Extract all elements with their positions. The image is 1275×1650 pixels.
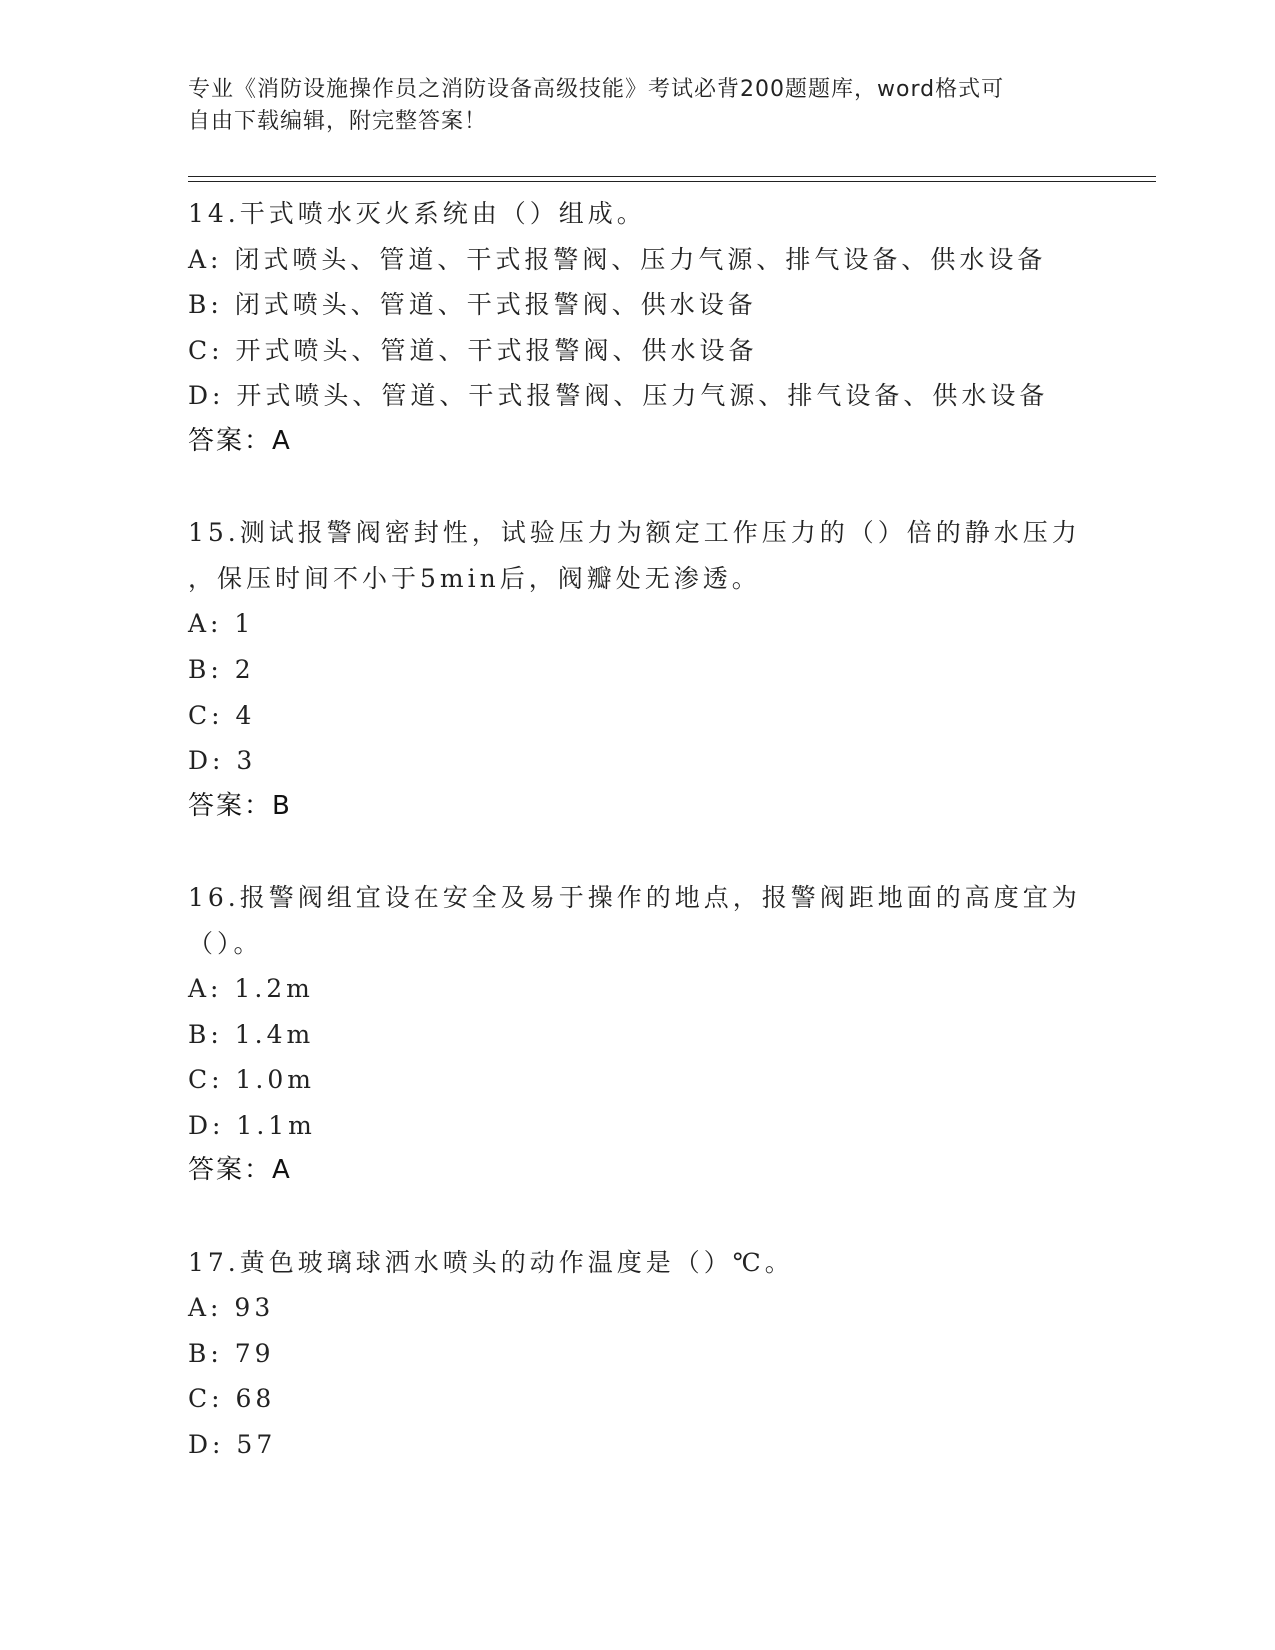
option-b: B: 闭式喷头、管道、干式报警阀、供水设备 [188,290,757,320]
header-divider-top [188,176,1156,177]
question-stem: 17.黄色玻璃球洒水喷头的动作温度是（）℃。 [188,1247,794,1277]
header-divider-bottom [188,181,1156,182]
option-b: B: 79 [188,1338,275,1368]
header-line-1: 专业《消防设施操作员之消防设备高级技能》考试必背200题题库，word格式可 [188,77,1005,102]
question-17 [188,1240,1088,1468]
option-d: D: 3 [188,746,257,776]
option-a: A: 1.2m [188,974,314,1004]
question-list [188,191,1088,1468]
option-c: C: 4 [188,700,256,730]
question-15 [188,510,1088,829]
question-spacer [188,465,1088,511]
option-c: C: 1.0m [188,1065,315,1095]
option-a: A: 93 [188,1293,275,1323]
option-b: B: 1.4m [188,1019,315,1049]
option-c: C: 开式喷头、管道、干式报警阀、供水设备 [188,335,758,365]
option-c: C: 68 [188,1384,276,1414]
header-line-2: 自由下载编辑，附完整答案！ [188,109,488,134]
question-stem: 15.测试报警阀密封性，试验压力为额定工作压力的（）倍的静水压力 [188,518,1081,548]
question-stem-continued: ，保压时间不小于5min后，阀瓣处无渗透。 [188,563,761,593]
question-stem: 16.报警阀组宜设在安全及易于操作的地点，报警阀距地面的高度宜为 [188,882,1081,912]
document-header [188,74,1068,138]
answer-line: 答案：A [188,1155,292,1186]
question-spacer [188,829,1088,875]
question-spacer [188,1194,1088,1240]
option-a: A: 闭式喷头、管道、干式报警阀、压力气源、排气设备、供水设备 [188,244,1047,274]
question-16 [188,875,1088,1194]
option-d: D: 开式喷头、管道、干式报警阀、压力气源、排气设备、供水设备 [188,381,1049,411]
answer-line: 答案：A [188,425,292,456]
question-stem-continued: （）。 [188,928,263,958]
question-stem: 14.干式喷水灭火系统由（）组成。 [188,199,646,228]
option-d: D: 1.1m [188,1110,316,1140]
question-14 [188,191,1088,465]
option-a: A: 1 [188,609,255,639]
answer-line: 答案：B [188,790,292,821]
option-d: D: 57 [188,1430,277,1460]
option-b: B: 2 [188,654,255,684]
